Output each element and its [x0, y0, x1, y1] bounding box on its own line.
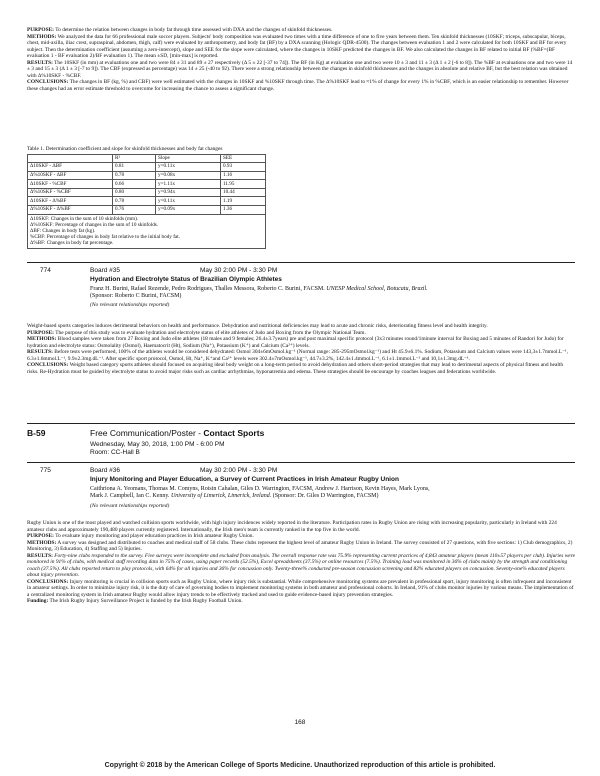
table-cell: y=0.11x: [156, 163, 221, 172]
label: Funding:: [27, 598, 49, 604]
table-row: [28, 188, 266, 197]
authors: [90, 486, 570, 501]
page-number: 168: [294, 719, 306, 726]
table-notes-row: [28, 214, 266, 248]
table-cell: 10.44: [221, 188, 266, 197]
text: Before tests were performed, 100% of the athletes would be considered dehydrated: Osmol 304±6mOsmol.kg⁻¹ (Normal range: 285-295mOsmol.kg⁻¹) and Ht 45.9±6.1%. Sodium, Potassium and Calcium values were 143,3±1.7mmol.L⁻¹, 6.3±1.6mmol.L⁻¹, 9.9±2.3mg.dL⁻¹. After specific sport protocol, Osmol, Ht, Na⁺, K⁺and Ca²⁺ levels were 302.4±7mOsmol.kg⁻¹, 44.7±3.2%, 142.4±1.4mmol.L⁻¹, 6.1±1.1mmol.L⁻¹ and 10,1±1.3mg.dL⁻¹.: [27, 349, 568, 362]
table-cell: 0.76: [113, 206, 156, 215]
text: The Irish Rugby Injury Surveillance Project is funded by the Irish Rugby Football Union.: [49, 598, 243, 604]
table-note: Δ10SKF: Changes in the sum of 10 skinfolds (mm).: [30, 215, 139, 222]
label: METHODS:: [27, 33, 57, 40]
label: RESULTS:: [27, 59, 53, 66]
session-info: [90, 441, 225, 457]
table-row: [28, 206, 266, 215]
affiliation: UNESP Medical School, Botucatu, Brazil.: [326, 286, 428, 292]
session-code: B-59: [27, 428, 46, 438]
table-cell: 0.93: [221, 163, 266, 172]
text: To evaluate injury monitoring and player education practices in Irish amateur Rugby Union.: [55, 533, 254, 539]
authors: [90, 286, 560, 301]
label: CONCLUSIONS:: [27, 79, 69, 85]
table-cell: 0.66: [113, 180, 156, 189]
table-caption: Table 1. Determination coefficient and slope for skinfold thicknesses and body fat changes: [27, 146, 223, 152]
conclusions: [27, 362, 575, 375]
label: METHODS:: [27, 336, 57, 342]
divider: [27, 262, 575, 263]
table-cell: 1.19: [221, 197, 266, 206]
intro-text: Rugby Union is one of the most played and watched collision sports worldwide, with high injury incidences widely reported in the literature. Participation rates in Rugby Union are rising with increasing popularity, particularly in Ireland with 224 amateur clubs and approximately 190,480 players currently registered. Internationally, the Irish men's team is currently ranked in the top five in the world.: [27, 520, 557, 533]
methods: [27, 540, 575, 553]
label: PURPOSE:: [27, 533, 54, 539]
board-number: Board #35: [90, 267, 120, 274]
table-row: [28, 180, 266, 189]
table-cell: y=0.94x: [156, 188, 221, 197]
session-date: Wednesday, May 30, 2018, 1:00 PM - 6:00 PM: [90, 441, 225, 448]
table-header-row: [28, 154, 266, 163]
label: RESULTS:: [27, 552, 53, 559]
table-cell: Δ10SKF - ΔBF: [28, 163, 113, 172]
abstract-number: 774: [40, 267, 51, 274]
author-names: Mark J. Campbell, Ian C. Kenny.: [90, 493, 170, 500]
abstract-774-body: [27, 323, 575, 375]
text: The purpose of this study was to evaluate hydration and electrolyte status of elite athletes of Judo and Boxing from the Olympic National Team.: [55, 329, 366, 336]
table-cell: y=0.08x: [156, 171, 221, 180]
table-block: [27, 146, 575, 249]
divider: [27, 462, 575, 463]
divider: [27, 423, 575, 424]
top-conclusions: [27, 79, 575, 92]
presentation-time: May 30 2:00 PM - 3:30 PM: [200, 267, 278, 274]
table-cell: Δ10SKF - %CBF: [28, 180, 113, 189]
data-table: [27, 154, 266, 249]
label: METHODS:: [27, 539, 57, 546]
text: Forty-nine clubs responded to the survey. Five surveys were incomplete and excluded from analysis. The overall response rate was 75.9% representing current practices of 4,843 amateur players (mean 110±57 players per club). Injuries were monitored in 91% of clubs, with medical staff recording data in 75% of cases, using paper records (52.5%), Excel spreadsheets (37.5%) or online resources (7.5%). Training load was monitored in 36% of clubs mainly by the strength and conditioning coach (37.5%). All clubs reported return to play protocols, with 64% for all injuries and 36% for concussion only. Twenty-three% conducted pre-season concussion screening and 82% educated players on concussion. Seventy-one% educated players about injury prevention.: [27, 552, 575, 578]
sponsor: (Sponsor: Roberto C Burini, FACSM): [90, 293, 182, 300]
table-cell: 1.16: [221, 171, 266, 180]
table-cell: 0.78: [113, 197, 156, 206]
relationships-note: (No relevant relationships reported): [90, 503, 170, 509]
table-cell: Δ%10SKF - Δ%BF: [28, 206, 113, 215]
relationships-note: (No relevant relationships reported): [90, 302, 170, 308]
abstract-number: 775: [40, 467, 51, 474]
affiliation: University of Limerick, Limerick, Ireland.: [170, 493, 272, 500]
text: We analyzed the data for 66 professional male soccer players. Subjects' body composition was evaluated two times with a time difference of one to five years between them. Ten skinfold thicknesses (10SKF; triceps, subscapular, biceps, chest, mid-axilla, iliac crest, supraspinal, abdomen, thigh, calf) were evaluated by anthropometry, and body fat (BF) by a DXA scanning (Hologic QDR-4500). The changes between evaluation 1 and 2 were calculated for both 10SKF and BF for every subject. Then the determination coefficient (assuming a zero-intercept), slope and SEE for the slope were calculated, where the changes in 10SKF predicted the changes in BF. We also calculated the changes in BF related to initial BF (%BF=(BF evaluation 1 - BF evaluation 2)/BF evaluation 1). The mean ±SD, [min-max] is reported.: [27, 33, 567, 59]
table-cell: 0.78: [113, 171, 156, 180]
table-row: [28, 163, 266, 172]
intro-text: Weight-based sports categories induces detrimental behaviors on health and performance. Dehydration and nutritional deficiencies may lead to acute and chronic risks, deteriorating fitness level and health integrity.: [27, 323, 488, 329]
table-cell: y=0.11x: [156, 197, 221, 206]
text: A survey was designed and distributed to coaches and medical staff of 58 clubs. These clubs represent the highest level of amateur Rugby Union in Ireland. The survey consisted of 27 questions, with five sections: 1) Club demographics, 2) Monitoring, 3) Education, 4) Staffing and 5) Injuries.: [27, 539, 573, 552]
author-line: [90, 493, 570, 500]
table-cell: y=1.11x: [156, 180, 221, 189]
session-title: [90, 428, 264, 438]
table-note: %CBF: Percentage of changes in body fat relative to the initial body fat.: [30, 234, 180, 241]
copyright-notice: Copyright © 2018 by the American College of Sports Medicine. Unauthorized reproduction of this article is prohibited.: [104, 762, 496, 769]
table-row: [28, 197, 266, 206]
results: [27, 349, 575, 362]
abstract-775-body: [27, 520, 575, 605]
sponsor: (Sponsor: Dr. Giles D Warrington, FACSM): [272, 493, 379, 500]
header-cell: SEE: [221, 154, 266, 163]
results: [27, 553, 575, 579]
board-number: Board #36: [90, 467, 120, 474]
text: Blood samples were taken from 27 Boxing and Judo elite athletes (18 males and 9 females; 26.4±3.7years) pre and post maximal specific protocol (3x3 minutes round/1minute interval for Boxing and 5 minutes of Randori for Judo) for hydration and electrolyte status: Osmolality (Osmol), Haematocrit (Ht), Sodium (Na⁺), Potassium (K⁺) and Calcium (Ca²⁺) levels.: [27, 336, 564, 349]
table-cell: Δ10SKF - Δ%BF: [28, 197, 113, 206]
label: PURPOSE:: [27, 329, 54, 336]
abstract-title: Injury Monitoring and Player Education, a Survey of Current Practices in Irish Amateur Rugby Union: [90, 476, 399, 483]
abstract-title: Hydration and Electrolyte Status of Brazilian Olympic Athletes: [90, 276, 282, 283]
table-cell: y=0.09x: [156, 206, 221, 215]
header-cell: R²: [113, 154, 156, 163]
presentation-time: May 30 2:00 PM - 3:30 PM: [200, 467, 278, 474]
header-cell: [28, 154, 113, 163]
table-note: Δ%BF: Changes in body fat percentage.: [30, 240, 114, 247]
session-topic: Contact Sports: [203, 428, 265, 438]
table-notes: [28, 214, 266, 248]
funding: [27, 598, 575, 605]
label: RESULTS:: [27, 349, 53, 355]
table-cell: 0.81: [113, 163, 156, 172]
conclusions: [27, 579, 575, 599]
top-abstract: [27, 27, 575, 92]
text: The changes in BF (kg, %) and CBF) were well estimated with the changes in 10SKF and %10SKF through time. The Δ%10SKF lead to ≈1% of change for every 1% in %CBF, which is an easier relationship to remember. However these changes had an error estimate threshold to overcome for increasing the chance to assess a significant change.: [27, 79, 569, 92]
header-cell: Slope: [156, 154, 221, 163]
table-cell: 0.80: [113, 188, 156, 197]
top-methods: [27, 34, 575, 60]
table-note: ΔBF: Changes in body fat (kg).: [30, 228, 96, 235]
text: Weight based category sports athletes should focused on acquiring ideal body weight on a long-term period to avoid dehydration and others short-period strategies that may lead to detrimental aspects of physical fitness and health risks. Re-Hydration must be guided by electrolyte status to avoid major risks such as cardiac arrhythmias, hyponatremia and edema. These strategies should be encourage by coaches leagues and federations worldwide.: [27, 362, 564, 375]
session-room: Room: CC-Hall B: [90, 449, 140, 456]
text: The 10SKF (in mm) at evaluations one and two were 84 ± 31 and 89 ± 27 respectively (Δ 5 ± 22 [-37 to 74]). The BF (in Kg) at evaluation one and two were 10 ± 3 and 11 ± 3 (Δ 1 ± 2 [-6 to 8]). The %BF at evaluations one and two were 14 ± 3 and 15 ± 3 (Δ 1 ± 3 [-7 to 9]). The CBF (expressed as percentage) was 14 ± 25 (-40 to 92). There were a strong relationship between the changes in skinfold thicknesses and the changes in absolute and relative BF, but the best relation was obtained with Δ%10SKF - %CBF.: [27, 59, 573, 79]
label: CONCLUSIONS:: [27, 362, 69, 368]
label: CONCLUSIONS:: [27, 578, 69, 585]
table-note: Δ%10SKF: Percentage of changes in the sum of 10 skinfolds.: [30, 221, 159, 228]
table-cell: 11.95: [221, 180, 266, 189]
table-cell: 1.36: [221, 206, 266, 215]
table-cell: Δ%10SKF - ΔBF: [28, 171, 113, 180]
author-line: Caithriona A. Yeomans, Thomas M. Comyns, Roisin Cahalan, Giles D. Warrington, FACSM, Andrew J. Harrison, Kevin Hayes, Mark Lyons,: [90, 486, 430, 492]
text: Injury monitoring is crucial in collision sports such as Rugby Union, where injury risk is substantial. While comprehensive monitoring systems are prevalent in professional sport, injury monitoring is often infrequent and inconsistent in amateur settings. In order to minimize injury risk, it is the duty of care of governing bodies to implement monitoring systems in both amateur and professional cohorts. In Ireland, 91% of clubs monitor injuries by various means. The implementation of a centralized monitoring system in Irish amateur Rugby would allow injury trends to be effectively tracked and used to guide evidence-based injury prevention strategies.: [27, 578, 574, 598]
top-results: [27, 60, 575, 80]
text: To determine the relation between changes in body fat through time assessed with DXA and the changes of skinfold thicknesses.: [55, 27, 333, 33]
label: PURPOSE:: [27, 27, 54, 33]
methods: [27, 336, 575, 349]
author-names: Franz H. Burini, Rafael Rezende, Pedro Rodrigues, Thalles Messora, Roberto C. Burini, FACSM.: [90, 286, 325, 292]
session-type: Free Communication/Poster -: [90, 428, 204, 438]
table-cell: Δ%10SKF - %CBF: [28, 188, 113, 197]
table-row: [28, 171, 266, 180]
